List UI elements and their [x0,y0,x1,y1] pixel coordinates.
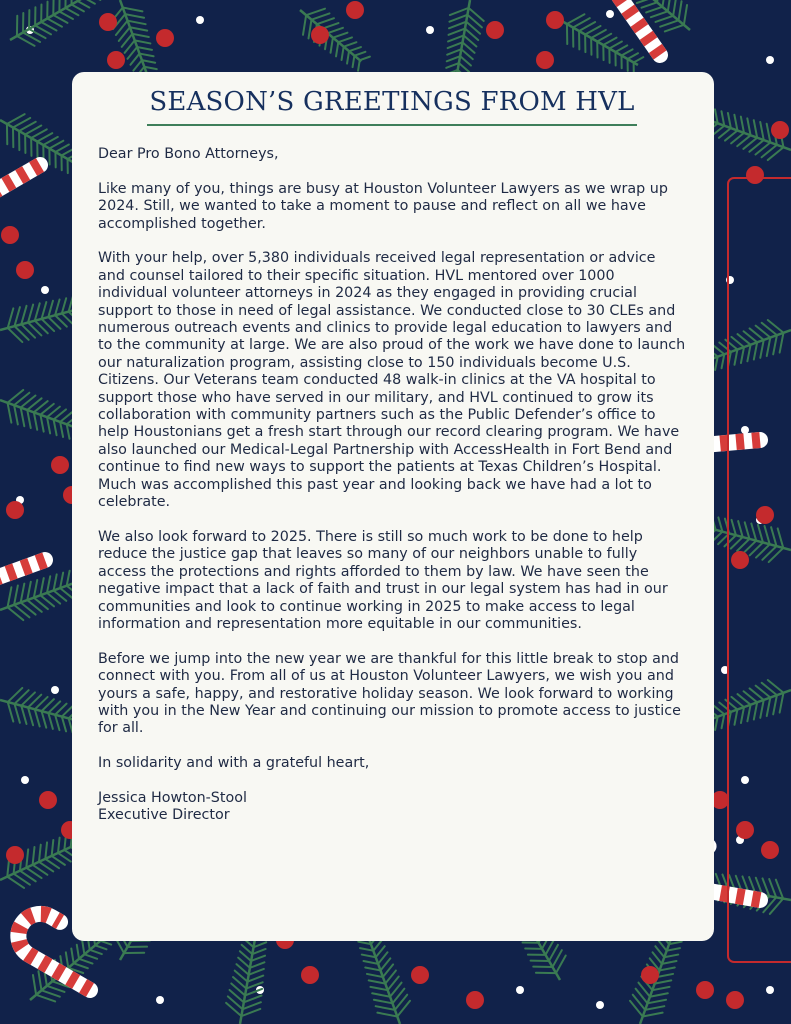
holly-berry-icon [39,791,57,809]
snow-dot-icon [21,776,29,784]
paragraph-intro: Like many of you, things are busy at Houston Volunteer Lawyers as we wrap up 2024. Still, we wanted to take a moment to pause and reflect on all we have accomplished together. [98,180,668,232]
holly-berry-icon [736,821,754,839]
closing: In solidarity and with a grateful heart, [98,755,370,772]
snow-dot-icon [156,996,164,1004]
snow-dot-icon [51,686,59,694]
snow-dot-icon [606,10,614,18]
snow-dot-icon [426,26,434,34]
letter-title: SEASON’S GREETINGS FROM HVL [149,87,635,117]
paragraph-2025: We also look forward to 2025. There is still so much work to be done to help reduce the justice gap that leaves so many of our neighbors unable to fully access the protections and rights afforded to them by law. We have seen the negative impact that a lack of faith and trust in our legal system has had in our communities and look to continue working in 2025 to make access to legal information and representation more equitable in our communities. [98,528,668,632]
holly-berry-icon [1,226,19,244]
candy-cane-icon [0,519,45,592]
holly-berry-icon [99,13,117,31]
snow-dot-icon [41,286,49,294]
snow-dot-icon [741,776,749,784]
holly-berry-icon [756,506,774,524]
holly-berry-icon [746,166,764,184]
snow-dot-icon [741,426,749,434]
signature-name: Jessica Howton-Stool [98,789,247,806]
letter-card [72,72,714,941]
holly-berry-icon [16,261,34,279]
holly-berry-icon [696,981,714,999]
holly-berry-icon [107,51,125,69]
pine-branch-icon [1,0,115,55]
holly-berry-icon [411,966,429,984]
holly-berry-icon [156,29,174,47]
signature-block [98,790,686,825]
paragraph-holiday-wishes: Before we jump into the new year we are thankful for this little break to stop and connect with you. From all of us at Houston Volunteer Lawyers, we wish you and yours a safe, happy, and restorative holiday season. We look forward to working with you in the New Year and continuing our mission to promote access to justice for all. [98,650,681,737]
holly-berry-icon [731,551,749,569]
red-ribbon-frame [728,178,791,962]
holly-berry-icon [51,456,69,474]
holly-berry-icon [546,11,564,29]
paragraph-accomplishments: With your help, over 5,380 individuals received legal representation or advice and counsel tailored to their specific situation. HVL mentored over 1000 individual volunteer attorneys in 2024 as they engaged in providing crucial support to those in need of legal assistance. We conducted close to 30 CLEs and numerous outreach events and clinics to provide legal education to lawyers and to the community at large. We are also proud of the work we have done to launch our naturalization program, assisting close to 150 individuals become U.S. Citizens. Our Veterans team conducted 48 walk-in clinics at the VA hospital to support those who have served in our military, and HVL continued to grow its collaboration with community partners such as the Public Defender’s office to help Houstonians get a fresh start through our record clearing program. We have also launched our Medical-Legal Partnership with AccessHealth in Fort Bend and continue to find new ways to support the patients at Texas Children’s Hospital. Much was accomplished this past year and looking back we have had a lot to celebrate. [98,250,686,511]
snow-dot-icon [766,986,774,994]
holly-berry-icon [536,51,554,69]
holly-berry-icon [761,841,779,859]
salutation: Dear Pro Bono Attorneys, [98,146,279,162]
holly-berry-icon [466,991,484,1009]
holly-berry-icon [346,1,364,19]
holly-berry-icon [6,501,24,519]
snow-dot-icon [196,16,204,24]
snow-dot-icon [596,1001,604,1009]
holly-berry-icon [311,26,329,44]
holly-berry-icon [301,966,319,984]
letter-body [98,146,686,825]
title-underline [147,124,637,126]
holly-berry-icon [726,991,744,1009]
holly-berry-icon [6,846,24,864]
holly-berry-icon [641,966,659,984]
snow-dot-icon [766,56,774,64]
candy-cane-icon [607,0,696,55]
snow-dot-icon [516,986,524,994]
signature-title: Executive Director [98,807,230,824]
holly-berry-icon [771,121,789,139]
holly-berry-icon [486,21,504,39]
